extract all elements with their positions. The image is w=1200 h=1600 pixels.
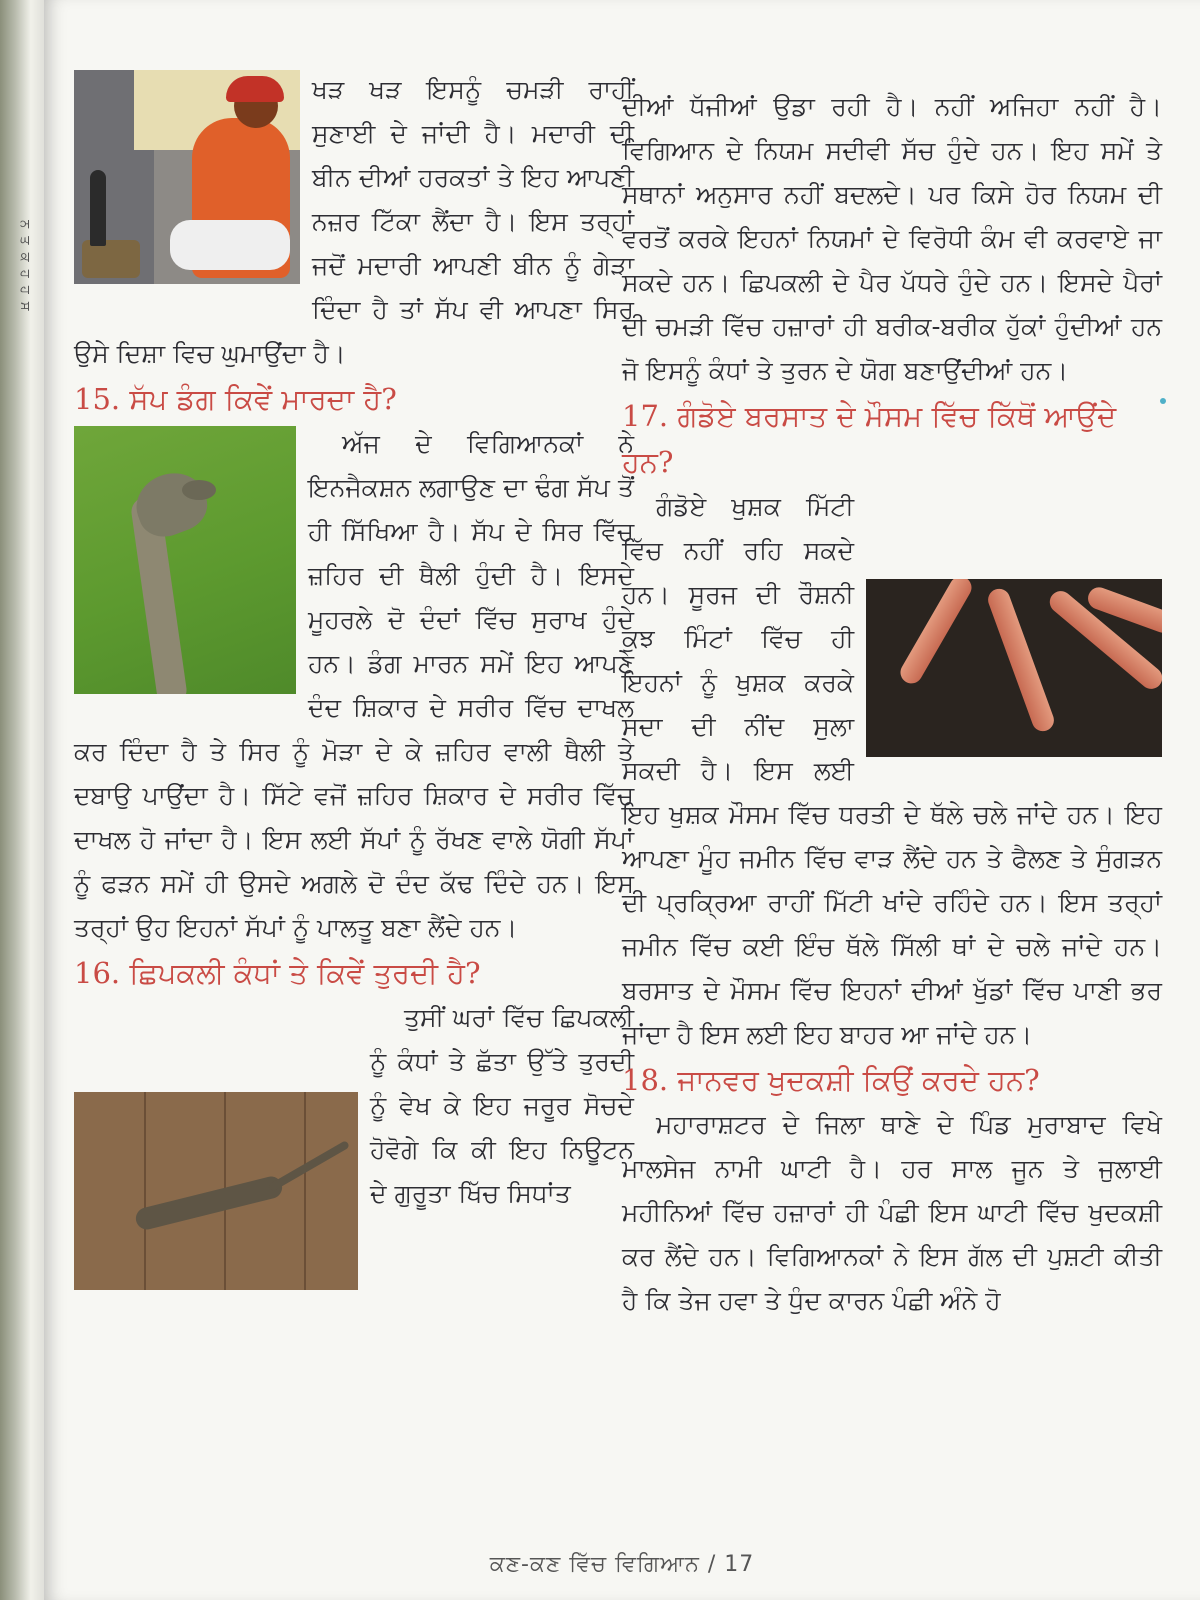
book-page	[44, 0, 1200, 1600]
paragraph-animal-suicide: ਮਹਾਰਾਸ਼ਟਰ ਦੇ ਜਿਲਾ ਥਾਣੇ ਦੇ ਪਿੰਡ ਮੁਰਾਬਾਦ ਵਿਖੇ ਮਾਲਸੇਜ ਨਾਮੀ ਘਾਟੀ ਹੈ। ਹਰ ਸਾਲ ਜੂਨ ਤੇ ਜੁਲਾਈ ਮਹੀਨਿਆਂ ਵਿੱਚ ਹਜ਼ਾਰਾਂ ਹੀ ਪੰਛੀ ਇਸ ਘਾਟੀ ਵਿੱਚ ਖੁਦਕਸ਼ੀ ਕਰ ਲੈਂਦੇ ਹਨ। ਵਿਗਿਆਨਕਾਂ ਨੇ ਇਸ ਗੱਲ ਦੀ ਪੁਸ਼ਟੀ ਕੀਤੀ ਹੈ ਕਿ ਤੇਜ ਹਵਾ ਤੇ ਧੁੰਦ ਕਾਰਨ ਪੰਛੀ ਅੰਨੇ ਹੋ	[622, 1110, 1162, 1315]
heading-16-lizard-walls: 16. ਛਿਪਕਲੀ ਕੰਧਾਂ ਤੇ ਕਿਵੇਂ ਤੁਰਦੀ ਹੈ?	[74, 956, 481, 990]
heading-17-earthworms: 17. ਗੰਡੋਏ ਬਰਸਾਤ ਦੇ ਮੌਸਮ ਵਿੱਚ ਕਿੱਥੋਂ ਆਉਂਦੇ ਹਨ?	[622, 399, 1117, 479]
earthworms-image	[866, 579, 1162, 757]
page-mark	[1160, 398, 1166, 404]
snake-charmer-image	[74, 70, 300, 284]
heading-15-snake-bite: 15. ਸੱਪ ਡੰਗ ਕਿਵੇਂ ਮਾਰਦਾ ਹੈ?	[74, 382, 397, 416]
paragraph-snake-hearing: ਖੜ ਖੜ ਇਸਨੂੰ ਚਮੜੀ ਰਾਹੀਂ ਸੁਣਾਈ ਦੇ ਜਾਂਦੀ ਹੈ। ਮਦਾਰੀ ਦੀ ਬੀਨ ਦੀਆਂ ਹਰਕਤਾਂ ਤੇ ਇਹ ਆਪਣੀ ਨਜ਼ਰ ਟਿੱਕਾ ਲੈਂਦਾ ਹੈ। ਇਸ ਤਰ੍ਹਾਂ ਜਦੋਂ ਮਦਾਰੀ ਆਪਣੀ ਬੀਨ ਨੂੰ ਗੇੜਾ ਦਿੰਦਾ ਹੈ ਤਾਂ ਸੱਪ ਵੀ ਆਪਣਾ ਸਿਰ ਉਸੇ ਦਿਸ਼ਾ ਵਿਚ ਘੁਮਾਉਂਦਾ ਹੈ।	[74, 75, 634, 368]
adjacent-page-text: ਨ ਤ ਕ ਹ ਹ ਸ	[17, 220, 32, 313]
paragraph-earthworms: ਗੰਡੋਏ ਖੁਸ਼ਕ ਮਿੱਟੀ ਵਿੱਚ ਨਹੀਂ ਰਹਿ ਸਕਦੇ ਹਨ। ਸੂਰਜ ਦੀ ਰੌਸ਼ਨੀ ਕੁਝ ਮਿੰਟਾਂ ਵਿੱਚ ਹੀ ਇਹਨਾਂ ਨੂੰ ਖੁਸ਼ਕ ਕਰਕੇ ਸਦਾ ਦੀ ਨੀਂਦ ਸੁਲਾ ਸਕਦੀ ਹੈ। ਇਸ ਲਈ ਇਹ ਖੁਸ਼ਕ ਮੌਸਮ ਵਿੱਚ ਧਰਤੀ ਦੇ ਥੱਲੇ ਚਲੇ ਜਾਂਦੇ ਹਨ। ਇਹ ਆਪਣਾ ਮੂੰਹ ਜਮੀਨ ਵਿੱਚ ਵਾੜ ਲੈਂਦੇ ਹਨ ਤੇ ਫੈਲਣ ਤੇ ਸੁੰਗੜਨ ਦੀ ਪ੍ਰਕ੍ਰਿਆ ਰਾਹੀਂ ਮਿੱਟੀ ਖਾਂਦੇ ਰਹਿੰਦੇ ਹਨ। ਇਸ ਤਰ੍ਹਾਂ ਜਮੀਨ ਵਿੱਚ ਕਈ ਇੰਚ ਥੱਲੇ ਸਿੱਲੀ ਥਾਂ ਦੇ ਚਲੇ ਜਾਂਦੇ ਹਨ। ਬਰਸਾਤ ਦੇ ਮੌਸਮ ਵਿੱਚ ਇਹਨਾਂ ਦੀਆਂ ਖੁੱਡਾਂ ਵਿੱਚ ਪਾਣੀ ਭਰ ਜਾਂਦਾ ਹੈ ਇਸ ਲਈ ਇਹ ਬਾਹਰ ਆ ਜਾਂਦੇ ਹਨ।	[622, 492, 1162, 1049]
heading-18-animal-suicide: 18. ਜਾਨਵਰ ਖੁਦਕਸ਼ੀ ਕਿਉਂ ਕਰਦੇ ਹਨ?	[622, 1063, 1040, 1097]
paragraph-lizard: ਤੁਸੀਂ ਘਰਾਂ ਵਿੱਚ ਛਿਪਕਲੀ ਨੂੰ ਕੰਧਾਂ ਤੇ ਛੱਤਾ ਉੱਤੇ ਤੁਰਦੀ ਨੂੰ ਵੇਖ ਕੇ ਇਹ ਜਰੂਰ ਸੋਚਦੇ ਹੋਵੋਗੇ ਕਿ ਕੀ ਇਹ ਨਿਊਟਨ ਦੇ ਗੁਰੂਤਾ ਖਿੱਚ ਸਿਧਾਂਤ	[370, 1003, 634, 1208]
right-column	[622, 85, 1162, 1323]
page-footer: ਕਣ-ਕਣ ਵਿੱਚ ਵਿਗਿਆਨ / 17	[489, 1552, 755, 1577]
left-column	[74, 68, 634, 1296]
lizard-on-wall-image	[74, 1092, 358, 1290]
cobra-image	[74, 426, 296, 694]
paragraph-snake-bite: ਅੱਜ ਦੇ ਵਿਗਿਆਨਕਾਂ ਨੇ ਇਨਜੈਕਸ਼ਨ ਲਗਾਉਣ ਦਾ ਢੰਗ ਸੱਪ ਤੋਂ ਹੀ ਸਿੱਖਿਆ ਹੈ। ਸੱਪ ਦੇ ਸਿਰ ਵਿੱਚ ਜ਼ਹਿਰ ਦੀ ਥੈਲੀ ਹੁੰਦੀ ਹੈ। ਇਸਦੇ ਮੂਹਰਲੇ ਦੋ ਦੰਦਾਂ ਵਿੱਚ ਸੁਰਾਖ ਹੁੰਦੇ ਹਨ। ਡੰਗ ਮਾਰਨ ਸਮੇਂ ਇਹ ਆਪਣੇ ਦੰਦ ਸ਼ਿਕਾਰ ਦੇ ਸਰੀਰ ਵਿੱਚ ਦਾਖਲ ਕਰ ਦਿੰਦਾ ਹੈ ਤੇ ਸਿਰ ਨੂੰ ਮੋੜਾ ਦੇ ਕੇ ਜ਼ਹਿਰ ਵਾਲੀ ਥੈਲੀ ਤੇ ਦਬਾਉ ਪਾਉਂਦਾ ਹੈ। ਸਿੱਟੇ ਵਜੋਂ ਜ਼ਹਿਰ ਸ਼ਿਕਾਰ ਦੇ ਸਰੀਰ ਵਿੱਚ ਦਾਖਲ ਹੋ ਜਾਂਦਾ ਹੈ। ਇਸ ਲਈ ਸੱਪਾਂ ਨੂੰ ਰੱਖਣ ਵਾਲੇ ਯੋਗੀ ਸੱਪਾਂ ਨੂੰ ਫੜਨ ਸਮੇਂ ਹੀ ਉਸਦੇ ਅਗਲੇ ਦੋ ਦੰਦ ਕੱਢ ਦਿੰਦੇ ਹਨ। ਇਸ ਤਰ੍ਹਾਂ ਉਹ ਇਹਨਾਂ ਸੱਪਾਂ ਨੂੰ ਪਾਲਤੂ ਬਣਾ ਲੈਂਦੇ ਹਨ।	[74, 429, 634, 942]
book-spine-edge	[0, 0, 44, 1600]
paragraph-lizard-continued: ਦੀਆਂ ਧੱਜੀਆਂ ਉਡਾ ਰਹੀ ਹੈ। ਨਹੀਂ ਅਜਿਹਾ ਨਹੀਂ ਹੈ। ਵਿਗਿਆਨ ਦੇ ਨਿਯਮ ਸਦੀਵੀ ਸੱਚ ਹੁੰਦੇ ਹਨ। ਇਹ ਸਮੇਂ ਤੇ ਸਥਾਨਾਂ ਅਨੁਸਾਰ ਨਹੀਂ ਬਦਲਦੇ। ਪਰ ਕਿਸੇ ਹੋਰ ਨਿਯਮ ਦੀ ਵਰਤੋਂ ਕਰਕੇ ਇਹਨਾਂ ਨਿਯਮਾਂ ਦੇ ਵਿਰੋਧੀ ਕੰਮ ਵੀ ਕਰਵਾਏ ਜਾ ਸਕਦੇ ਹਨ। ਛਿਪਕਲੀ ਦੇ ਪੈਰ ਪੱਧਰੇ ਹੁੰਦੇ ਹਨ। ਇਸਦੇ ਪੈਰਾਂ ਦੀ ਚਮੜੀ ਵਿੱਚ ਹਜ਼ਾਰਾਂ ਹੀ ਬਰੀਕ-ਬਰੀਕ ਹੁੱਕਾਂ ਹੁੰਦੀਆਂ ਹਨ ਜੋ ਇਸਨੂੰ ਕੰਧਾਂ ਤੇ ਤੁਰਨ ਦੇ ਯੋਗ ਬਣਾਉਂਦੀਆਂ ਹਨ।	[622, 92, 1162, 385]
